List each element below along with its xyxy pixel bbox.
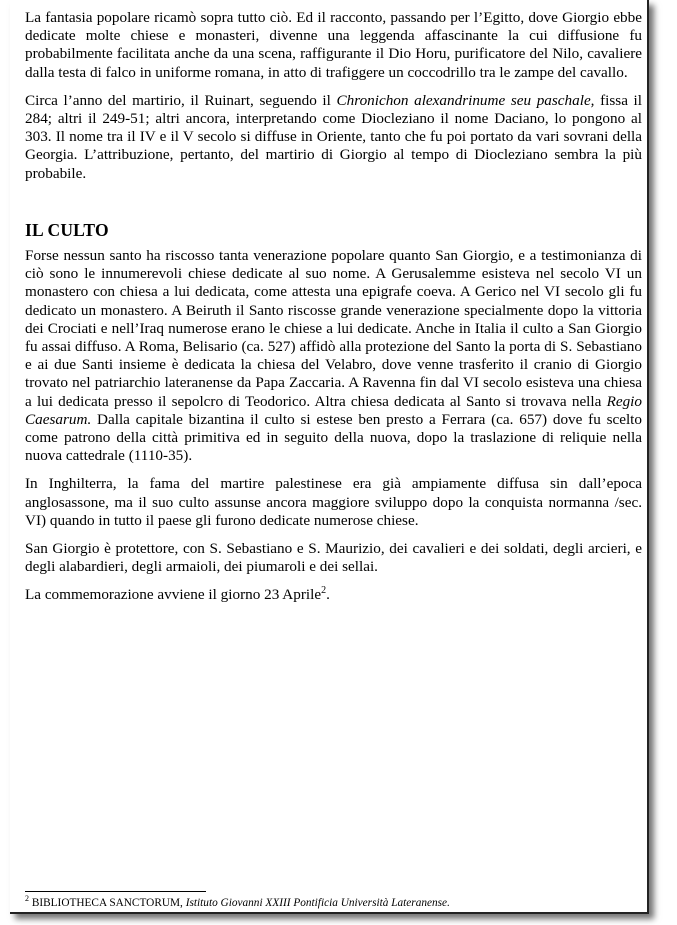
paragraphs-after-heading <box>25 247 642 605</box>
text-run: In Inghilterra, la fama del martire palestinese era già ampiamente diffusa sin dall’epoca anglosassone, ma il suo culto assunse ancora maggiore sviluppo dopo la conquista normanna /sec. VI) quando in tutto il paese gli furono dedicate numerose chiese. <box>25 475 642 529</box>
paragraph <box>25 9 642 82</box>
text-run: Forse nessun santo ha riscosso tanta venerazione popolare quanto San Giorgio, e a testimonianza di ciò sono le innumerevoli chiese dedicate al suo nome. A Gerusalemme esisteva nel secolo VI un monastero con chiesa a lui dedicata, come attesta una epigrafe coeva. A Gerico nel VI secolo gli fu dedicato un monastero. A Beiruth il Santo riscosse grande venerazione specialmente dopo la vittoria dei Crociati e nell’Iraq numerose erano le chiese a lui dedicate. Anche in Italia il culto a San Giorgio fu assai diffuso. A Roma, Belisario (ca. 527) affidò alla protezione del Santo la porta di S. Sebastiano e ai due Santi insieme è dedicata la chiesa del Velabro, dove venne trasferito il cranio di Giorgio trovato nel patriarchio lateranense da Papa Zaccaria. A Ravenna fin dal VI secolo esisteva una chiesa a lui dedicata presso il sepolcro di Teodorico. Altra chiesa dedicata al Santo si trovava nella <box>25 247 642 410</box>
paragraph <box>25 586 642 604</box>
paragraph <box>25 475 642 530</box>
text-run: Dalla capitale bizantina il culto si estese ben presto a Ferrara (ca. 657) dove fu scelto come patrono della città primitiva ed in seguito della nuova, dopo la traslazione di reliquie nella nuova cattedrale (1110-35). <box>25 410 642 465</box>
italic-text: Chronichon alexandrinume seu paschale, <box>336 91 595 109</box>
footnote-source: Istituto Giovanni XXIII Pontificia Università Lateranense. <box>185 897 450 909</box>
text-run: fissa il 284; altri il 249-51; altri ancora, interpretando come Diocleziano il nome Daciano, lo pongono al 303. Il nome tra il IV e il V secolo si diffuse in Oriente, tanto che fu poi portato da vari sovrani della Georgia. L’attribuzione, pertanto, del martirio di Giorgio al tempo di Diocleziano sembra la più probabile. <box>25 91 642 182</box>
footnote-marker: 2 <box>25 894 29 904</box>
paragraph <box>25 92 642 183</box>
footnote-ref: 2 <box>321 585 327 597</box>
paragraph <box>25 540 642 576</box>
footnote-separator <box>25 891 206 892</box>
section-heading: IL CULTO <box>25 219 109 240</box>
italic-text: Regio Caesarum. <box>25 392 642 428</box>
document-page <box>10 0 649 914</box>
text-run: La fantasia popolare ricamò sopra tutto ciò. Ed il racconto, passando per l’Egitto, dove Giorgio ebbe dedicate molte chiese e monasteri, divenne una leggenda affascinante la cui diffusione fu probabilmente facilitata anche da una scena, raffigurante il Dio Horu, purificatore del Nilo, cavaliere dalla testa di falco in uniforme romana, in atto di trafiggere un coccodrillo tra le zampe del cavallo. <box>25 9 642 81</box>
text-run: . <box>326 586 330 604</box>
paragraphs-before-heading <box>25 9 642 183</box>
text-run: Circa l’anno del martirio, il Ruinart, seguendo il <box>25 91 337 109</box>
paragraph <box>25 247 642 465</box>
page-body <box>25 9 642 615</box>
footnote <box>25 894 450 910</box>
text-run: La commemorazione avviene il giorno 23 Aprile <box>25 586 322 604</box>
text-run: San Giorgio è protettore, con S. Sebastiano e S. Maurizio, dei cavalieri e dei soldati, degli arcieri, e degli alabardieri, degli armaioli, dei piumaroli e dei sellai. <box>25 540 642 576</box>
footnote-text: BIBLIOTHECA SANCTORUM, <box>29 897 186 909</box>
